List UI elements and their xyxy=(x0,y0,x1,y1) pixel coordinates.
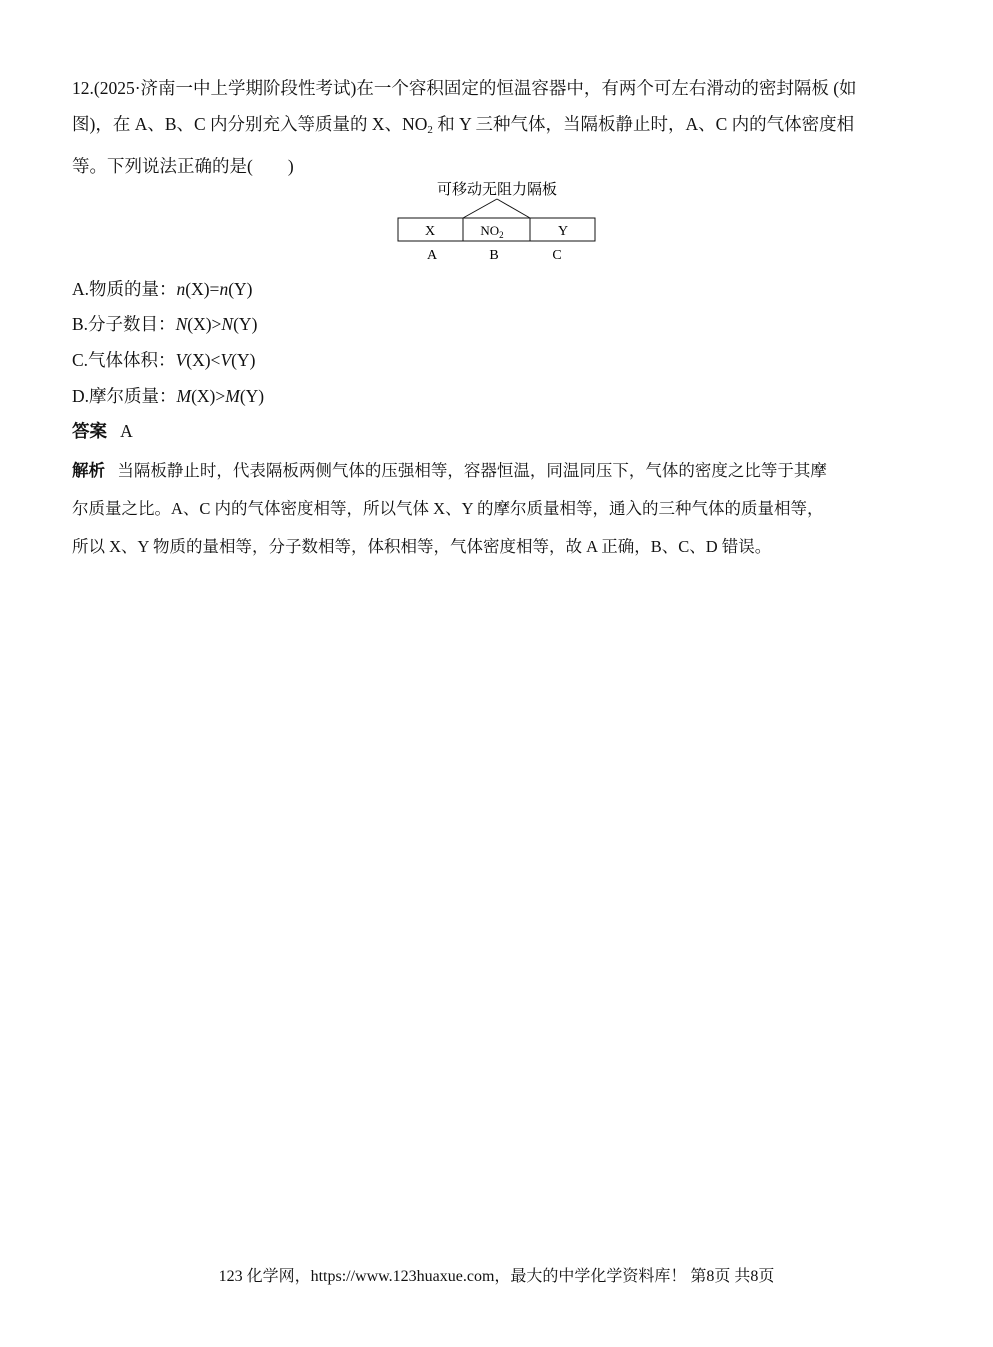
explanation-line-2: 尔质量之比。A、C 内的气体密度相等，所以气体 X、Y 的摩尔质量相等，通入的三种气体的质量相等， xyxy=(72,499,824,518)
answer xyxy=(72,418,133,443)
question-line-2: 图)，在 A、B、C 内分别充入等质量的 X、$NO_2$ 和 Y 三种气体，当隔板静止时，A、C 内的气体密度相 xyxy=(72,114,855,136)
answer-label: 答案 xyxy=(72,421,107,441)
caption-pointer-left xyxy=(463,199,497,218)
question-stem xyxy=(72,70,922,184)
region-a-label: A xyxy=(426,248,438,263)
explanation-label: 解析 xyxy=(72,461,105,480)
region-c-label: C xyxy=(552,248,562,263)
cell-no2-label: $NO_2$ xyxy=(480,223,504,240)
question-line-3: 等。下列说法正确的是( ) xyxy=(72,156,294,176)
option-d: D.摩尔质量：M(X)>M(Y) xyxy=(72,386,265,406)
option-a: A.物质的量：n(X)=n(Y) xyxy=(72,279,253,299)
cell-x-label: X xyxy=(424,224,436,239)
container-diagram xyxy=(396,178,598,268)
answer-value: A xyxy=(120,421,133,441)
cell-y-label: Y xyxy=(557,224,569,239)
explanation-line-1: 解析 当隔板静止时，代表隔板两侧气体的压强相等，容器恒温，同温同压下，气体的密度之比等于其摩 xyxy=(72,461,827,480)
explanation-line-3: 所以 X、Y 物质的量相等，分子数相等，体积相等，气体密度相等，故 A 正确，B、C、D 错误。 xyxy=(72,537,772,556)
explanation xyxy=(72,452,922,566)
region-b-label: B xyxy=(489,248,499,263)
container-diagram-svg xyxy=(396,178,598,268)
question-line-1: 12.(2025·济南一中上学期阶段性考试)在一个容积固定的恒温容器中，有两个可左右滑动的密封隔板 (如 xyxy=(72,78,857,98)
option-c: C.气体体积：V(X)<V(Y) xyxy=(72,350,256,370)
page-footer: 123 化学网，https://www.123huaxue.com，最大的中学化学资料库！ 第8页 共8页 xyxy=(218,1268,775,1285)
option-b: B.分子数目：N(X)>N(Y) xyxy=(72,314,258,334)
figure-caption: 可移动无阻力隔板 xyxy=(436,182,558,198)
caption-pointer-right xyxy=(497,199,530,218)
